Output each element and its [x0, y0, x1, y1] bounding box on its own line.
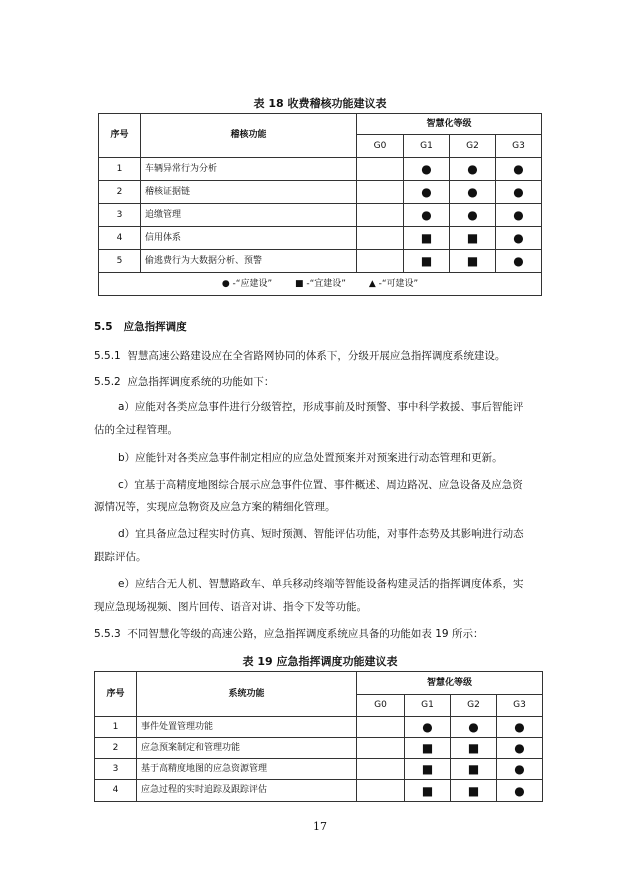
row-g2: ■ [451, 759, 497, 780]
row-g0 [357, 250, 404, 273]
table-18-level-g3: G3 [496, 135, 542, 158]
row-g0 [357, 227, 404, 250]
row-g3: ● [496, 227, 542, 250]
table-row [95, 759, 543, 780]
table-19 [94, 671, 543, 802]
row-g0 [357, 717, 405, 738]
row-g1: ■ [405, 738, 451, 759]
table-18-legend [99, 273, 542, 296]
row-g3: ● [496, 250, 542, 273]
row-number: 1 [99, 158, 141, 181]
table-19-level-g1: G1 [405, 695, 451, 717]
row-function: 应急预案制定和管理功能 [137, 738, 357, 759]
row-function: 事件处置管理功能 [137, 717, 357, 738]
row-number: 4 [95, 780, 137, 802]
clause-text: 不同智慧化等级的高速公路，应急指挥调度系统应具备的功能如表 19 所示： [127, 628, 484, 640]
row-g1: ■ [404, 250, 450, 273]
table-19-caption: 表 19 应急指挥调度功能建议表 [242, 655, 398, 668]
table-19-level-g0: G0 [357, 695, 405, 717]
item-c-line-1: c）宜基于高精度地图综合展示应急事件位置、事件概述、周边路况、应急设备及应急资 [118, 479, 523, 491]
clause-5-5-3 [94, 627, 544, 642]
table-19-header-no: 序号 [95, 672, 137, 717]
table-row [99, 227, 542, 250]
row-g1: ● [404, 181, 450, 204]
row-number: 2 [99, 181, 141, 204]
table-19-header-function: 系统功能 [137, 672, 357, 717]
table-row [95, 738, 543, 759]
row-g2: ■ [451, 780, 497, 802]
row-g2: ■ [451, 738, 497, 759]
row-function: 车辆异常行为分析 [141, 158, 357, 181]
row-g3: ● [497, 759, 543, 780]
row-number: 2 [95, 738, 137, 759]
item-d-line-2: 跟踪评估。 [94, 551, 147, 563]
clause-number: 5.5.2 [94, 376, 121, 388]
row-g2: ● [450, 181, 496, 204]
table-19-level-g2: G2 [451, 695, 497, 717]
item-b-line-1: b）应能针对各类应急事件制定相应的应急处置预案并对预案进行动态管理和更新。 [118, 452, 503, 464]
section-title: 应急指挥调度 [123, 321, 187, 333]
section-heading [94, 319, 187, 334]
row-function: 偷逃费行为大数据分析、预警 [141, 250, 357, 273]
page-number: 17 [313, 820, 327, 833]
item-a-line-2: 估的全过程管理。 [94, 424, 178, 436]
row-g0 [357, 738, 405, 759]
table-row [95, 780, 543, 802]
row-g1: ■ [404, 227, 450, 250]
row-g0 [357, 181, 404, 204]
row-g2: ■ [450, 250, 496, 273]
clause-number: 5.5.1 [94, 350, 121, 362]
table-row [99, 250, 542, 273]
row-g1: ■ [405, 759, 451, 780]
row-g0 [357, 204, 404, 227]
row-function: 应急过程的实时追踪及跟踪评估 [137, 780, 357, 802]
row-g2: ■ [450, 227, 496, 250]
table-row [99, 181, 542, 204]
table-19-level-g3: G3 [497, 695, 543, 717]
table-row [95, 717, 543, 738]
row-g3: ● [497, 780, 543, 802]
row-function: 追缴管理 [141, 204, 357, 227]
table-19-header-level: 智慧化等级 [357, 672, 543, 695]
row-g1: ■ [405, 780, 451, 802]
row-number: 5 [99, 250, 141, 273]
item-d-line-1: d）宜具备应急过程实时仿真、短时预测、智能评估功能，对事件态势及其影响进行动态 [118, 528, 524, 540]
row-g3: ● [497, 717, 543, 738]
clause-number: 5.5.3 [94, 628, 121, 640]
table-18-caption: 表 18 收费稽核功能建议表 [253, 97, 387, 110]
clause-text: 应急指挥调度系统的功能如下： [127, 376, 275, 388]
legend-may-build: ▲ -“可建设” [368, 278, 419, 289]
item-e-line-2: 现应急现场视频、图片回传、语音对讲、指令下发等功能。 [94, 601, 367, 613]
row-number: 1 [95, 717, 137, 738]
legend-should-build: ● -“应建设” [221, 278, 273, 289]
row-g1: ● [404, 204, 450, 227]
item-c-line-2: 源情况等，实现应急物资及应急方案的精细化管理。 [94, 501, 336, 513]
table-18-header-no: 序号 [99, 114, 141, 158]
table-18-header-level: 智慧化等级 [357, 114, 542, 135]
row-number: 4 [99, 227, 141, 250]
clause-5-5-1 [94, 349, 544, 364]
table-row [99, 204, 542, 227]
row-g0 [357, 780, 405, 802]
row-g3: ● [496, 181, 542, 204]
row-function: 信用体系 [141, 227, 357, 250]
legend-recommended-build: ■ -“宜建设” [295, 278, 346, 289]
row-g2: ● [450, 204, 496, 227]
item-a-line-1: a）应能对各类应急事件进行分级管控，形成事前及时预警、事中科学救援、事后智能评 [118, 401, 524, 413]
row-g3: ● [496, 158, 542, 181]
table-18 [98, 113, 542, 296]
row-g2: ● [451, 717, 497, 738]
table-18-level-g0: G0 [357, 135, 404, 158]
row-g0 [357, 158, 404, 181]
row-g3: ● [497, 738, 543, 759]
clause-5-5-2 [94, 375, 544, 390]
item-e-line-1: e）应结合无人机、智慧路政车、单兵移动终端等智能设备构建灵活的指挥调度体系，实 [118, 578, 524, 590]
row-function: 稽核证据链 [141, 181, 357, 204]
row-g2: ● [450, 158, 496, 181]
row-g3: ● [496, 204, 542, 227]
table-18-level-g2: G2 [450, 135, 496, 158]
row-function: 基于高精度地图的应急资源管理 [137, 759, 357, 780]
clause-text: 智慧高速公路建设应在全省路网协同的体系下，分级开展应急指挥调度系统建设。 [127, 350, 506, 362]
section-number: 5.5 [94, 321, 113, 333]
row-g1: ● [404, 158, 450, 181]
table-row [99, 158, 542, 181]
row-number: 3 [95, 759, 137, 780]
table-18-header-function: 稽核功能 [141, 114, 357, 158]
row-number: 3 [99, 204, 141, 227]
row-g0 [357, 759, 405, 780]
row-g1: ● [405, 717, 451, 738]
table-18-level-g1: G1 [404, 135, 450, 158]
